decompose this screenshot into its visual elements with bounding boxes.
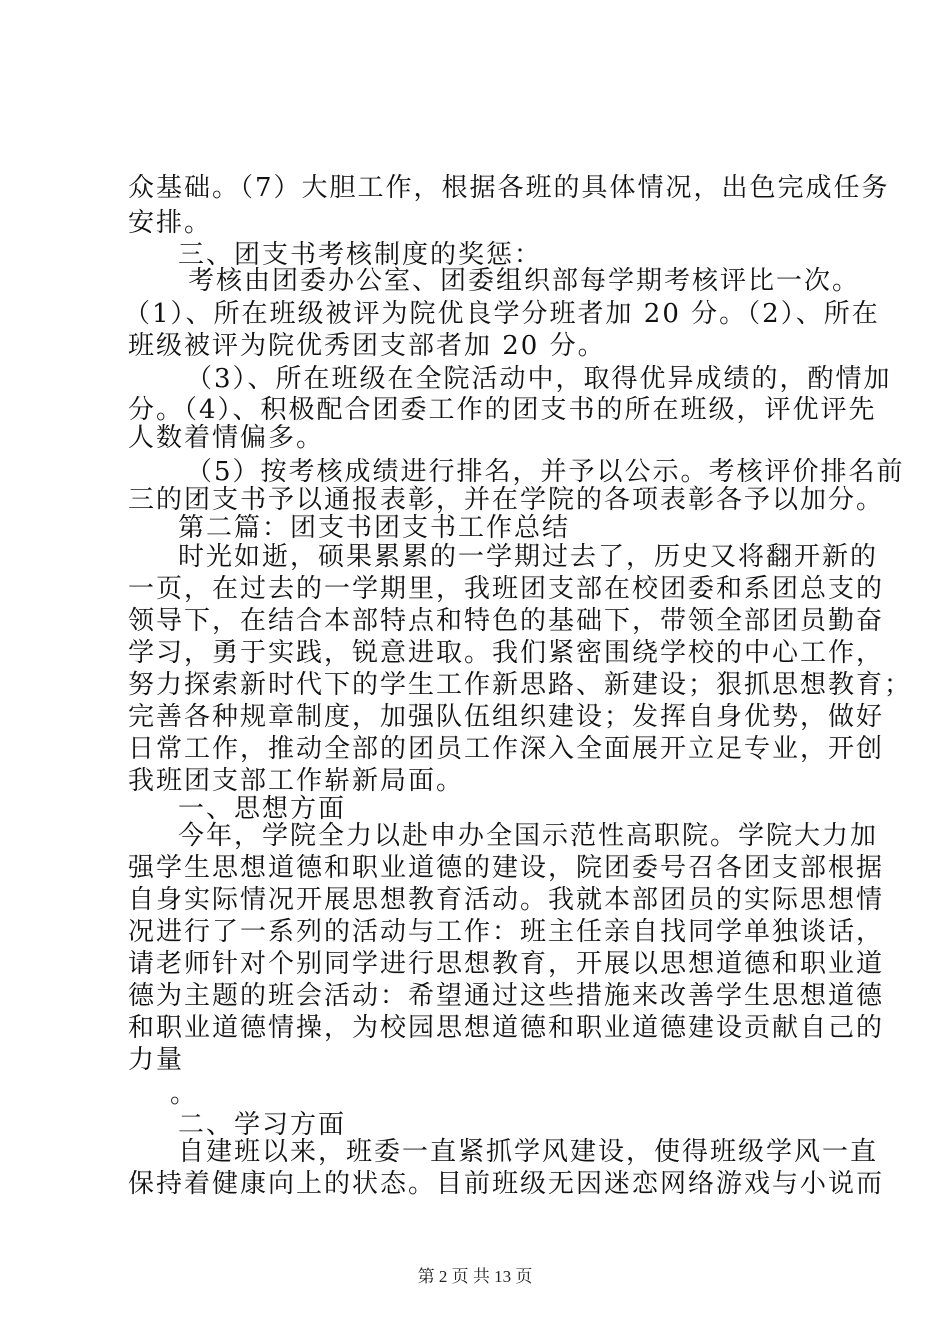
text-line: 领导下，在结合本部特点和特色的基础下，带领全部团员勤奋 (128, 606, 885, 636)
text-line: 。 (170, 1079, 199, 1109)
section-heading: 三、团支书考核制度的奖惩： (178, 240, 543, 270)
page-footer: 第 2 页 共 13 页 (417, 1267, 533, 1286)
text-line: 我班团支部工作崭新局面。 (128, 766, 465, 796)
text-line: 自建班以来，班委一直紧抓学风建设，使得班级学风一直 (178, 1137, 879, 1167)
text-line: 时光如逝，硕果累累的一学期过去了，历史又将翻开新的 (178, 542, 879, 572)
text-line: 班级被评为院优秀团支部者加 20 分。 (128, 331, 606, 361)
text-line: 人数着情偏多。 (128, 423, 325, 453)
text-line: 分。（4）、积极配合团委工作的团支书的所在班级，评优评先 (128, 395, 877, 425)
text-line: 众基础。（7）大胆工作，根据各班的具体情况，出色完成任务 (128, 173, 890, 203)
text-line: 况进行了一系列的活动与工作：班主任亲自找同学单独谈话， (128, 917, 885, 947)
text-line: 保持着健康向上的状态。目前班级无因迷恋网络游戏与小说而 (128, 1169, 885, 1199)
section-heading: 第二篇：团支书团支书工作总结 (178, 513, 571, 543)
text-line: 和职业道德情操，为校园思想道德和职业道德建设贡献自己的 (128, 1013, 885, 1043)
text-line: 三的团支书予以通报表彰，并在学院的各项表彰各予以加分。 (128, 485, 885, 515)
text-line: 安排。 (128, 208, 213, 238)
text-line: （5）按考核成绩进行排名，并予以公示。考核评价排名前 (186, 457, 905, 487)
text-line: 今年，学院全力以赴申办全国示范性高职院。学院大力加 (178, 821, 879, 851)
text-line: 强学生思想道德和职业道德的建设，院团委号召各团支部根据 (128, 853, 885, 883)
section-heading: 一、思想方面 (178, 794, 347, 824)
text-line: 德为主题的班会活动：希望通过这些措施来改善学生思想道德 (128, 981, 885, 1011)
text-line: 请老师针对个别同学进行思想教育，开展以思想道德和职业道 (128, 949, 885, 979)
text-line: （1）、所在班级被评为院优良学分班者加 20 分。（2）、所在 (124, 299, 880, 329)
text-line: 力量 (128, 1045, 185, 1075)
text-line: 日常工作，推动全部的团员工作深入全面展开立足专业，开创 (128, 734, 885, 764)
text-line: 自身实际情况开展思想教育活动。我就本部团员的实际思想情 (128, 885, 885, 915)
text-line: 一页，在过去的一学期里，我班团支部在校团委和系团总支的 (128, 574, 885, 604)
text-line: 完善各种规章制度，加强队伍组织建设；发挥自身优势，做好 (128, 702, 885, 732)
text-line: 努力探索新时代下的学生工作新思路、新建设；狠抓思想教育； (128, 670, 913, 700)
section-heading: 二、学习方面 (178, 1110, 347, 1140)
text-line: 考核由团委办公室、团委组织部每学期考核评比一次。 (188, 266, 861, 296)
text-line: （3）、所在班级在全院活动中，取得优异成绩的，酌情加 (186, 364, 892, 394)
text-line: 学习，勇于实践，锐意进取。我们紧密围绕学校的中心工作， (128, 638, 885, 668)
